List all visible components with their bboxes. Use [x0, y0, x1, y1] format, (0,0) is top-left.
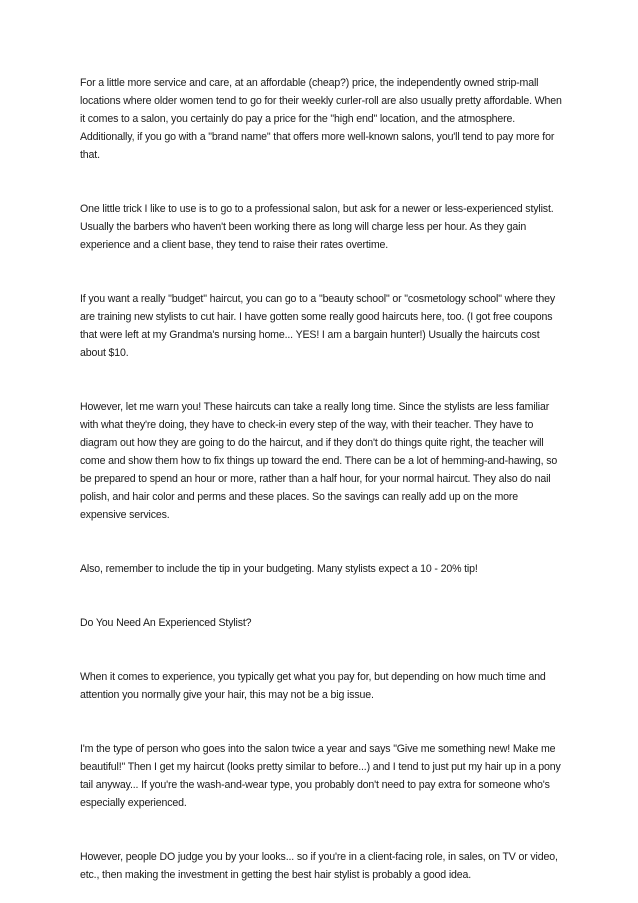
document-body — [80, 74, 564, 884]
paragraph-spacer — [80, 578, 564, 614]
paragraph-spacer — [80, 254, 564, 290]
paragraph: However, let me warn you! These haircuts can take a really long time. Since the stylists are less familiar with what they're doing, they have to check-in every step of the way, with their teacher. They have to diagram out how they are going to do the haircut, and if they don't do things quite right, the teacher will come and show them how to fix things up toward the end. There can be a lot of hemming-and-hawing, so be prepared to spend an hour or more, rather than a half hour, for your normal haircut. They also do nail polish, and hair color and perms and these places. So the savings can really add up on the more expensive services. — [80, 401, 558, 521]
paragraph-spacer — [80, 812, 564, 848]
paragraph-spacer — [80, 632, 564, 668]
paragraph: Also, remember to include the tip in your budgeting. Many stylists expect a 10 - 20% tip! — [80, 563, 478, 575]
paragraph: For a little more service and care, at an affordable (cheap?) price, the independently owned strip-mall locations where older women tend to go for their weekly curler-roll are also usually pretty affordable. When it comes to a salon, you certainly do pay a price for the "high end" location, and the atmosphere. Additionally, if you go with a "brand name" that offers more well-known salons, you'll tend to pay more for that. — [80, 77, 562, 161]
paragraph: One little trick I like to use is to go to a professional salon, but ask for a newer or less-experienced stylist. Usually the barbers who haven't been working there as long will charge less per hour. As they gain experience and a client base, they tend to raise their rates overtime. — [80, 203, 554, 251]
paragraph: If you want a really "budget" haircut, you can go to a "beauty school" or "cosmetology school" where they are training new stylists to cut hair. I have gotten some really good haircuts here, too. (I got free coupons that were left at my Grandma's nursing home... YES! I am a bargain hunter!) Usually the haircuts cost about $10. — [80, 293, 555, 359]
paragraph-spacer — [80, 524, 564, 560]
paragraph-spacer — [80, 704, 564, 740]
paragraph: However, people DO judge you by your looks... so if you're in a client-facing role, in sales, on TV or video, etc., then making the investment in getting the best hair stylist is probably a good idea. — [80, 851, 558, 881]
paragraph-spacer — [80, 362, 564, 398]
section-heading: Do You Need An Experienced Stylist? — [80, 617, 252, 629]
paragraph-spacer — [80, 164, 564, 200]
paragraph: I'm the type of person who goes into the salon twice a year and says "Give me something new! Make me beautiful!" Then I get my haircut (looks pretty similar to before...) and I tend to just put my hair up in a pony tail anyway... If you're the wash-and-wear type, you probably don't need to pay extra for someone who's especially experienced. — [80, 743, 561, 809]
paragraph: When it comes to experience, you typically get what you pay for, but depending on how much time and attention you normally give your hair, this may not be a big issue. — [80, 671, 546, 701]
